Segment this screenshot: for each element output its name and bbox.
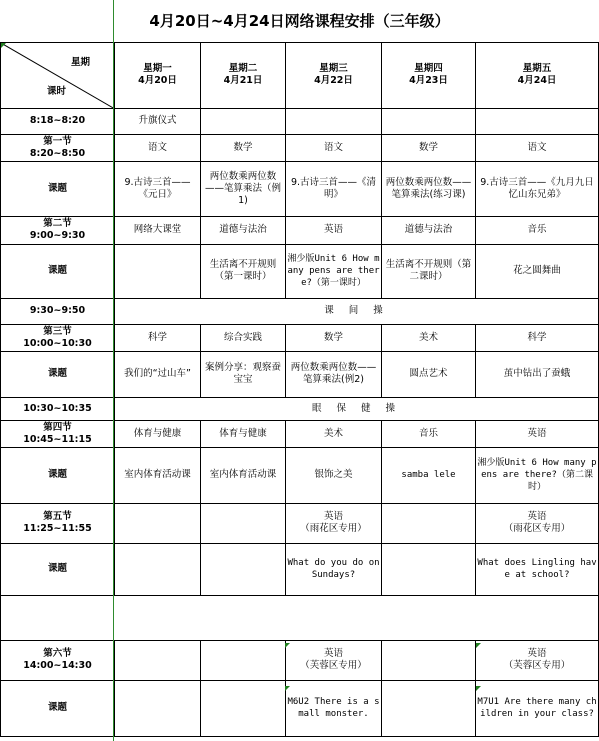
subject-cell: 网络大课堂 xyxy=(115,216,201,244)
subject-cell: 英语 （芙蓉区专用） xyxy=(476,640,599,680)
day-header-tue xyxy=(201,42,286,108)
topic-cell: M7U1 Are there many children in your class? xyxy=(476,680,599,736)
topic-cell: 9.古诗三首——《清明》 xyxy=(286,161,382,216)
topic-cell: 湘少版Unit 6 How many pens are there?（第一课时） xyxy=(286,244,382,298)
subject-cell: 语文 xyxy=(115,134,201,161)
empty-cell xyxy=(382,108,476,134)
day-header-wed xyxy=(286,42,382,108)
break-2-time: 10:30~10:35 xyxy=(1,397,115,420)
day-name: 星期五 xyxy=(522,63,552,74)
period-3-label xyxy=(1,324,115,351)
comment-marker-icon xyxy=(476,643,481,648)
topic-cell: 两位数乘两位数——笔算乘法（例1) xyxy=(201,161,286,216)
day-name: 星期一 xyxy=(143,63,172,74)
subject-cell: 数学 xyxy=(286,324,382,351)
subject-cell: 美术 xyxy=(286,420,382,447)
break-1-activity: 课 间 操 xyxy=(115,298,599,324)
subject-cell: 道德与法治 xyxy=(201,216,286,244)
topic-label: 课题 xyxy=(1,680,115,736)
subject-cell xyxy=(201,640,286,680)
day-date: 4月24日 xyxy=(517,75,557,86)
period-2-label xyxy=(1,216,115,244)
period-6-label xyxy=(1,640,115,680)
corner-weekday-label: 星期 xyxy=(70,56,90,68)
topic-cell xyxy=(201,543,286,595)
subject-cell: 科学 xyxy=(115,324,201,351)
subject-cell xyxy=(201,503,286,543)
period-time: 11:25~11:55 xyxy=(23,523,92,534)
subject-cell: 英语 （雨花区专用） xyxy=(476,503,599,543)
subject-cell: 体育与健康 xyxy=(115,420,201,447)
topic-cell: 9.古诗三首——《元日》 xyxy=(115,161,201,216)
day-header-mon xyxy=(115,42,201,108)
day-name: 星期三 xyxy=(319,63,348,74)
subject-cell: 语文 xyxy=(286,134,382,161)
topic-cell xyxy=(115,543,201,595)
subject-cell xyxy=(115,503,201,543)
topic-cell: 9.古诗三首——《九月九日忆山东兄弟》 xyxy=(476,161,599,216)
comment-marker-icon xyxy=(1,43,6,48)
topic-cell: 花之圆舞曲 xyxy=(476,244,599,298)
period-1-label xyxy=(1,134,115,161)
break-1-time: 9:30~9:50 xyxy=(1,298,115,324)
topic-cell: What does Lingling have at school? xyxy=(476,543,599,595)
period-name: 第五节 xyxy=(43,511,72,522)
subject-cell: 英语 xyxy=(476,420,599,447)
period-5-label xyxy=(1,503,115,543)
period-name: 第六节 xyxy=(43,648,72,659)
topic-cell: samba lele xyxy=(382,447,476,503)
subject-cell: 科学 xyxy=(476,324,599,351)
day-name: 星期二 xyxy=(228,63,258,74)
break-2-activity: 眼 保 健 操 xyxy=(115,397,599,420)
topic-cell xyxy=(382,543,476,595)
ceremony-mon: 升旗仪式 xyxy=(115,108,201,134)
subject-cell: 数学 xyxy=(201,134,286,161)
period-name: 第二节 xyxy=(43,218,72,229)
empty-cell xyxy=(476,108,599,134)
topic-cell xyxy=(201,680,286,736)
topic-label: 课题 xyxy=(1,447,115,503)
topic-cell: 生活离不开规则（第一课时） xyxy=(201,244,286,298)
topic-label: 课题 xyxy=(1,543,115,595)
empty-cell xyxy=(286,108,382,134)
period-time: 10:00~10:30 xyxy=(23,337,92,349)
period-time: 9:00~9:30 xyxy=(29,230,86,241)
period-time: 14:00~14:30 xyxy=(23,660,92,671)
subject-cell xyxy=(382,503,476,543)
topic-label: 课题 xyxy=(1,351,115,397)
topic-cell: M6U2 There is a small monster. xyxy=(286,680,382,736)
ceremony-time: 8:18~8:20 xyxy=(1,108,115,134)
topic-cell: 室内体育活动课 xyxy=(201,447,286,503)
subject-cell: 音乐 xyxy=(382,420,476,447)
topic-cell: 两位数乘两位数——笔算乘法(练习课) xyxy=(382,161,476,216)
topic-cell: 湘少版Unit 6 How many pens are there?（第二课时） xyxy=(476,447,599,503)
comment-marker-icon xyxy=(476,686,481,691)
topic-cell: 生活离不开规则（第二课时） xyxy=(382,244,476,298)
day-date: 4月21日 xyxy=(223,75,263,86)
subject-cell: 综合实践 xyxy=(201,324,286,351)
frozen-pane-divider xyxy=(113,0,114,741)
comment-marker-icon xyxy=(285,686,290,691)
page-title: 4月20日~4月24日网络课程安排（三年级） xyxy=(1,0,599,42)
subject-cell: 语文 xyxy=(476,134,599,161)
subject-cell: 体育与健康 xyxy=(201,420,286,447)
subject-cell: 英语 xyxy=(286,216,382,244)
day-date: 4月22日 xyxy=(314,75,353,86)
day-name: 星期四 xyxy=(414,63,443,74)
topic-cell: 茧中钻出了蚕蛾 xyxy=(476,351,599,397)
period-name: 第四节 xyxy=(43,421,72,433)
period-time: 8:20~8:50 xyxy=(29,147,86,159)
topic-cell xyxy=(115,244,201,298)
day-header-thu xyxy=(382,42,476,108)
corner-period-label: 课时 xyxy=(47,85,67,97)
topic-cell: 银饰之美 xyxy=(286,447,382,503)
topic-cell xyxy=(382,680,476,736)
day-date: 4月23日 xyxy=(409,75,448,86)
spacer-row xyxy=(1,595,599,640)
subject-cell: 道德与法治 xyxy=(382,216,476,244)
subject-cell: 英语 （芙蓉区专用） xyxy=(286,640,382,680)
day-header-fri xyxy=(476,42,599,108)
topic-cell: 我们的“过山车” xyxy=(115,351,201,397)
topic-label: 课题 xyxy=(1,161,115,216)
comment-marker-icon xyxy=(285,643,290,648)
subject-cell: 英语 （雨花区专用） xyxy=(286,503,382,543)
period-time: 10:45~11:15 xyxy=(23,433,92,445)
subject-cell: 美术 xyxy=(382,324,476,351)
topic-cell: 案例分享：观察蚕宝宝 xyxy=(201,351,286,397)
subject-cell: 数学 xyxy=(382,134,476,161)
diagonal-line xyxy=(1,43,115,109)
topic-cell: 室内体育活动课 xyxy=(115,447,201,503)
corner-header xyxy=(1,42,115,108)
topic-cell: 圆点艺术 xyxy=(382,351,476,397)
topic-cell: What do you do on Sundays? xyxy=(286,543,382,595)
period-name: 第一节 xyxy=(43,135,72,147)
topic-cell: 两位数乘两位数——笔算乘法(例2) xyxy=(286,351,382,397)
topic-label: 课题 xyxy=(1,244,115,298)
topic-cell xyxy=(115,680,201,736)
period-name: 第三节 xyxy=(43,325,72,337)
period-4-label xyxy=(1,420,115,447)
subject-cell: 音乐 xyxy=(476,216,599,244)
subject-cell xyxy=(115,640,201,680)
subject-cell xyxy=(382,640,476,680)
day-date: 4月20日 xyxy=(138,75,177,86)
empty-cell xyxy=(201,108,286,134)
